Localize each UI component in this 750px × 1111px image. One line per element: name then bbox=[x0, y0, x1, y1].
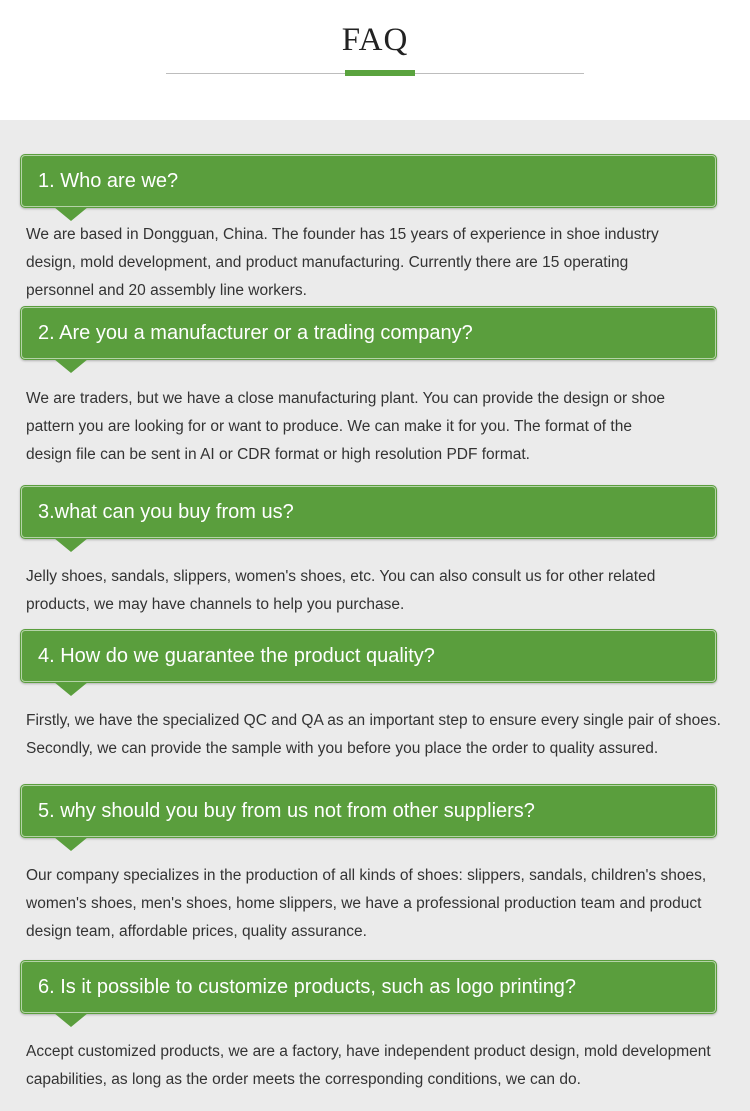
answer-line: design team, affordable prices, quality assurance. bbox=[26, 923, 367, 940]
answer-line: Our company specializes in the production of all kinds of shoes: slippers, sandals, children's shoes, bbox=[26, 867, 707, 884]
faq-question-banner-2 bbox=[20, 306, 717, 360]
faq-question-banner-3 bbox=[20, 485, 717, 539]
answer-line: products, we may have channels to help you purchase. bbox=[26, 596, 405, 613]
answer-line: pattern you are looking for or want to produce. We can make it for you. The format of the bbox=[26, 418, 632, 435]
banner-pointer bbox=[54, 837, 88, 851]
banner-pointer bbox=[54, 1013, 88, 1027]
title-accent-bar bbox=[345, 70, 415, 76]
answer-line: design, mold development, and product manufacturing. Currently there are 15 operating bbox=[26, 254, 629, 271]
faq-question-5: 5. why should you buy from us not from other suppliers? bbox=[38, 799, 535, 822]
faq-question-banner-6 bbox=[20, 960, 717, 1014]
faq-question-4: 4. How do we guarantee the product quality? bbox=[38, 644, 435, 667]
answer-line: design file can be sent in AI or CDR format or high resolution PDF format. bbox=[26, 446, 530, 463]
faq-answer-3 bbox=[26, 563, 750, 619]
faq-answer-4 bbox=[26, 707, 750, 763]
banner-pointer bbox=[54, 359, 88, 373]
answer-line: Secondly, we can provide the sample with you before you place the order to quality assured. bbox=[26, 740, 659, 757]
faq-question-banner-5 bbox=[20, 784, 717, 838]
answer-line: We are traders, but we have a close manufacturing plant. You can provide the design or shoe bbox=[26, 390, 666, 407]
faq-header bbox=[0, 0, 750, 120]
answer-line: Jelly shoes, sandals, slippers, women's shoes, etc. You can also consult us for other related bbox=[26, 568, 656, 585]
answer-line: capabilities, as long as the order meets the corresponding conditions, we can do. bbox=[26, 1071, 581, 1088]
faq-question-6: 6. Is it possible to customize products, such as logo printing? bbox=[38, 975, 577, 998]
faq-answer-1 bbox=[26, 221, 750, 305]
faq-question-banner-1 bbox=[20, 154, 717, 208]
faq-answer-2 bbox=[26, 385, 750, 469]
faq-question-1: 1. Who are we? bbox=[38, 169, 179, 192]
page-title: FAQ bbox=[341, 22, 409, 58]
banner-pointer bbox=[54, 538, 88, 552]
answer-line: women's shoes, men's shoes, home slippers, we have a professional production team and product bbox=[26, 895, 702, 912]
banner-pointer bbox=[54, 682, 88, 696]
faq-answer-5 bbox=[26, 862, 750, 946]
faq-question-3: 3.what can you buy from us? bbox=[38, 500, 294, 523]
answer-line: Firstly, we have the specialized QC and QA as an important step to ensure every single pair of shoes. bbox=[26, 712, 721, 729]
answer-line: Accept customized products, we are a factory, have independent product design, mold development bbox=[26, 1043, 711, 1060]
faq-question-2: 2. Are you a manufacturer or a trading company? bbox=[38, 321, 473, 344]
faq-answer-6 bbox=[26, 1038, 750, 1094]
banner-pointer bbox=[54, 207, 88, 221]
faq-question-banner-4 bbox=[20, 629, 717, 683]
answer-line: personnel and 20 assembly line workers. bbox=[26, 282, 307, 299]
answer-line: We are based in Dongguan, China. The founder has 15 years of experience in shoe industry bbox=[26, 226, 659, 243]
